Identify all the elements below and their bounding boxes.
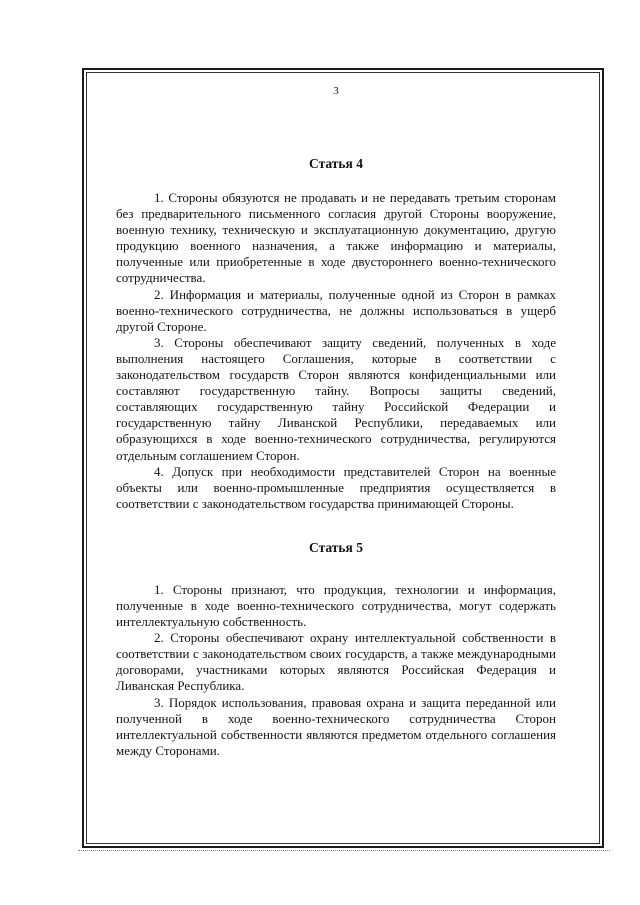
article-4-paragraph-2: 2. Информация и материалы, полученные одной из Сторон в рамках военно-технического сотрудничества, не должны использоваться в ущерб другой Стороне. <box>116 286 556 334</box>
document-body <box>116 84 556 759</box>
article-5-paragraph-2: 2. Стороны обеспечивают охрану интеллектуальной собственности в соответствии с законодательством своих государств, а также международными договорами, участниками которых являются Российская Федерация и Ливанская Республика. <box>116 630 556 694</box>
article-5-title: Статья 5 <box>309 539 363 555</box>
article-5-paragraph-1: 1. Стороны признают, что продукция, технологии и информация, полученные в ходе военно-технического сотрудничества, могут содержать интеллектуальную собственность. <box>116 581 556 630</box>
article-4-title: Статья 4 <box>309 156 363 171</box>
article-4-paragraph-4: 4. Допуск при необходимости представителей Сторон на военные объекты или военно-промышленные предприятия осуществляется в соответствии с законодательством государства принимающей Стороны. <box>116 463 556 511</box>
scan-edge-line <box>78 850 610 852</box>
article-4-paragraph-3: 3. Стороны обеспечивают защиту сведений, полученных в ходе выполнения настоящего Соглашения, которые в соответствии с законодательством государств Сторон являются конфиденциальными или составляют государственную тайну. Вопросы защиты сведений, составляющих государственную тайну Российской Федерации и государственную тайну Ливанской Республики, передаваемых или образующихся в ходе военно-технического сотрудничества, регулируются отдельным соглашением Сторон. <box>116 334 556 463</box>
article-5-paragraph-3: 3. Порядок использования, правовая охрана и защита переданной или полученной в ходе военно-технического сотрудничества Сторон интеллектуальной собственности являются предметом отдельного соглашения между Сторонами. <box>116 694 556 758</box>
article-4-paragraph-1: 1. Стороны обязуются не продавать и не передавать третьим сторонам без предварительного письменного согласия другой Стороны вооружение, военную технику, техническую и эксплуатационную документацию, другую продукцию военного назначения, а также информацию и материалы, полученные или приобретенные в ходе двустороннего военно-технического сотрудничества. <box>116 190 556 286</box>
page-number: 3 <box>333 85 339 97</box>
